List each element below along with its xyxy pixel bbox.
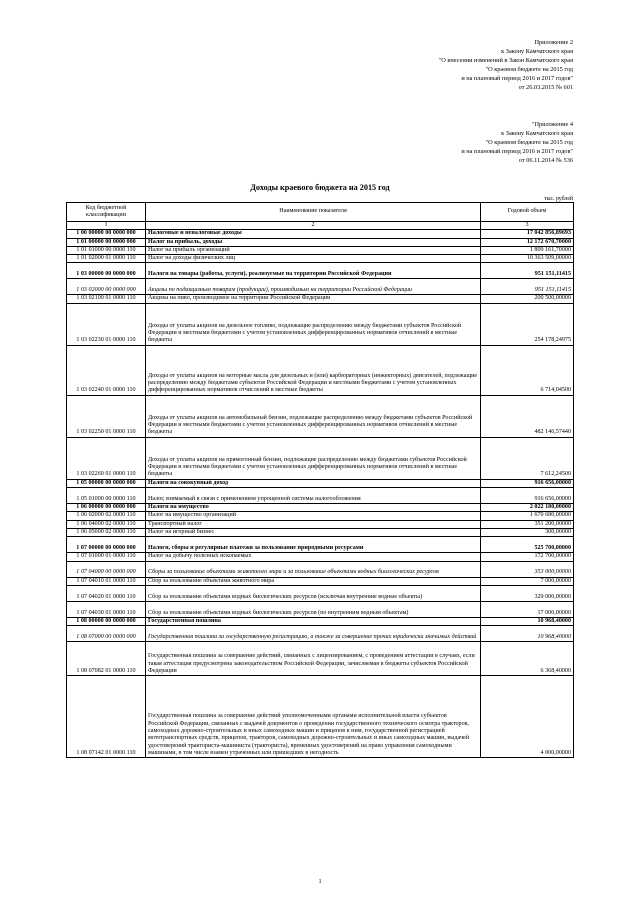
table-row — [67, 585, 574, 601]
cell-name: Налоговые и неналоговые доходы — [146, 230, 481, 238]
header-line: от 06.11.2014 № 536 — [518, 157, 573, 165]
cell-code: 1 06 05000 02 0000 110 — [67, 528, 146, 536]
cell-name: Акцизы по подакцизным товарам (продукции), производимым на территории Российской Федерации — [146, 279, 481, 295]
cell-code: 1 00 00000 00 0000 000 — [67, 230, 146, 238]
cell-name: Налог на прибыль организаций — [146, 246, 481, 254]
cell-name: Государственная пошлина — [146, 617, 481, 625]
cell-code: 1 06 04000 02 0000 110 — [67, 520, 146, 528]
units-label: тыс. рублей — [544, 196, 573, 202]
table-row — [67, 488, 574, 504]
table-row — [67, 279, 574, 295]
table-row — [67, 437, 574, 479]
table-row — [67, 246, 574, 254]
cell-amount: 951 151,11415 — [481, 263, 574, 279]
cell-code: 1 07 04010 01 0000 110 — [67, 577, 146, 585]
table-row — [67, 295, 574, 303]
header-line: "О краевом бюджете на 2015 год — [485, 66, 573, 74]
cell-name: Доходы от уплаты акцизов на прямогонный бензин, подлежащие распределению между бюджетами субъектов Российской Федерации и местными бюджетами с учетом установленных дифференцированных нормативов отчислений в местные бюджеты — [146, 437, 481, 479]
cell-name: Налог на доходы физических лиц — [146, 255, 481, 263]
cell-amount: 10 968,40000 — [481, 626, 574, 642]
cell-code: 1 07 01000 01 0000 110 — [67, 553, 146, 561]
column-header-amount: Годовой объем — [481, 203, 574, 222]
table-row — [67, 626, 574, 642]
table-row — [67, 230, 574, 238]
column-number: 1 — [67, 222, 146, 230]
cell-amount: 353 000,00000 — [481, 561, 574, 577]
cell-name: Сборы за пользование объектами животного мира и за пользование объектами водных биологических ресурсов — [146, 561, 481, 577]
header-line: Приложение 2 — [534, 39, 573, 46]
cell-amount: 7 000,00000 — [481, 577, 574, 585]
column-header-code: Код бюджетной классификации — [67, 203, 146, 222]
cell-code: 1 05 00000 00 0000 000 — [67, 479, 146, 487]
annex-header-original — [461, 120, 573, 165]
cell-amount: 2 022 180,00000 — [481, 504, 574, 512]
page-number: 1 — [318, 878, 322, 885]
cell-code: 1 08 07142 01 0000 110 — [67, 676, 146, 758]
cell-amount: 10 363 509,00000 — [481, 255, 574, 263]
table-row — [67, 520, 574, 528]
cell-code: 1 08 07000 00 0000 000 — [67, 626, 146, 642]
cell-code: 1 03 02000 00 0000 000 — [67, 279, 146, 295]
cell-code: 1 01 00000 00 0000 000 — [67, 238, 146, 246]
column-header-name: Наименование показателя — [146, 203, 481, 222]
header-line: "О краевом бюджете на 2015 год — [485, 139, 573, 147]
cell-name: Налоги на имущество — [146, 504, 481, 512]
cell-name: Налоги на товары (работы, услуги), реализуемые на территории Российской Федерации — [146, 263, 481, 279]
cell-amount: 17 000,00000 — [481, 601, 574, 617]
cell-code: 1 07 04000 00 0000 000 — [67, 561, 146, 577]
cell-amount: 916 656,00000 — [481, 479, 574, 487]
table-row — [67, 537, 574, 553]
cell-code: 1 08 00000 00 0000 000 — [67, 617, 146, 625]
table-row — [67, 561, 574, 577]
cell-amount: 525 700,00000 — [481, 537, 574, 553]
table-row — [67, 553, 574, 561]
cell-amount: 1 670 680,00000 — [481, 512, 574, 520]
table-row — [67, 528, 574, 536]
cell-name: Сбор за пользование объектами животного мира — [146, 577, 481, 585]
cell-name: Акцизы на пиво, производимое на территории Российской Федерации — [146, 295, 481, 303]
cell-amount: 200 500,00000 — [481, 295, 574, 303]
cell-code: 1 07 00000 00 0000 000 — [67, 537, 146, 553]
cell-name: Доходы от уплаты акцизов на автомобильный бензин, подлежащие распределению между бюджетами субъектов Российской Федерации и местными бюджетами с учетом установленных дифференцированных нормативов отчислений в местные бюджеты — [146, 395, 481, 437]
cell-amount: 300,00000 — [481, 528, 574, 536]
cell-amount: 4 000,00000 — [481, 676, 574, 758]
cell-name: Сбор за пользование объектами водных биологических ресурсов (по внутренним водным объектам) — [146, 601, 481, 617]
header-line: и на плановый период 2016 и 2017 годов" — [461, 75, 573, 83]
header-line: к Закону Камчатского края — [501, 130, 573, 138]
cell-name: Налог, взимаемый в связи с применением упрощенной системы налогообложения — [146, 488, 481, 504]
cell-amount: 12 172 670,70000 — [481, 238, 574, 246]
column-number: 2 — [146, 222, 481, 230]
cell-name: Налог на игорный бизнес — [146, 528, 481, 536]
cell-code: 1 03 02230 01 0000 110 — [67, 303, 146, 345]
table-row — [67, 255, 574, 263]
table-header-row — [67, 203, 574, 222]
cell-code: 1 03 02260 01 0000 110 — [67, 437, 146, 479]
cell-name: Налог на прибыль, доходы — [146, 238, 481, 246]
cell-amount: 6 714,04500 — [481, 345, 574, 395]
table-row — [67, 479, 574, 487]
table-row — [67, 601, 574, 617]
table-row — [67, 238, 574, 246]
cell-name: Налог на имущество организаций — [146, 512, 481, 520]
cell-code: 1 08 07082 01 0000 110 — [67, 642, 146, 676]
cell-amount: 916 656,00000 — [481, 488, 574, 504]
cell-name: Налоги, сборы и регулярные платежи за пользование природными ресурсами — [146, 537, 481, 553]
cell-amount: 17 042 856,89693 — [481, 230, 574, 238]
table-row — [67, 642, 574, 676]
header-line: к Закону Камчатского края — [501, 48, 573, 56]
table-row — [67, 263, 574, 279]
table-row — [67, 303, 574, 345]
header-line: от 26.03.2015 № 601 — [518, 84, 573, 92]
cell-name: Государственная пошлина за совершение действий уполномоченными органами исполнительной власти субъектов Российской Федерации, связанных с выдачей документов о проведении государственного технического осмотра тракторов, самоходных дорожно-строительных и иных самоходных машин и прицепов к ним, государственной регистрацией мототранспортных средств, прицепов, тракторов, самоходных дорожно-строительных и иных самоходных машин, выдачей удостоверений тракториста-машиниста (тракториста), временных удостоверений на право управления самоходными машинами, в том числе взамен утраченных или пришедших в негодность — [146, 676, 481, 758]
cell-name: Транспортный налог — [146, 520, 481, 528]
table-row — [67, 577, 574, 585]
annex-header-current — [439, 38, 573, 93]
cell-code: 1 01 02000 01 0000 110 — [67, 255, 146, 263]
cell-name: Доходы от уплаты акцизов на моторные масла для дизельных и (или) карбюраторных (инжекторных) двигателей, подлежащие распределению между бюджетами субъектов Российской Федерации и местными бюджетами с учетом установленных дифференцированных нормативов отчислений в местные бюджеты — [146, 345, 481, 395]
cell-amount: 6 368,40000 — [481, 642, 574, 676]
cell-amount: 172 700,00000 — [481, 553, 574, 561]
cell-amount: 1 809 161,70000 — [481, 246, 574, 254]
header-line: "Приложение 4 — [531, 121, 573, 128]
table-row — [67, 676, 574, 758]
cell-name: Сбор за пользование объектами водных биологических ресурсов (исключая внутренние водные объекты) — [146, 585, 481, 601]
cell-code: 1 03 02100 01 0000 110 — [67, 295, 146, 303]
cell-name: Государственная пошлина за государственную регистрацию, а также за совершение прочих юридически значимых действий — [146, 626, 481, 642]
cell-code: 1 03 00000 00 0000 000 — [67, 263, 146, 279]
header-line: "О внесении изменений в Закон Камчатского края — [438, 57, 573, 65]
header-line: и на плановый период 2016 и 2017 годов" — [461, 148, 573, 156]
revenue-table — [66, 202, 574, 758]
cell-amount: 254 178,24975 — [481, 303, 574, 345]
cell-name: Налоги на совокупный доход — [146, 479, 481, 487]
table-row — [67, 512, 574, 520]
cell-code: 1 07 04030 01 0000 110 — [67, 601, 146, 617]
table-row — [67, 504, 574, 512]
table-row — [67, 395, 574, 437]
cell-name: Доходы от уплаты акцизов на дизельное топливо, подлежащие распределению между бюджетами субъектов Российской Федерации и местными бюджетами с учетом установленных дифференцированных нормативов отчислений в местные бюджеты — [146, 303, 481, 345]
column-number-row — [67, 222, 574, 230]
cell-name: Государственная пошлина за совершение действий, связанных с лицензированием, с проведением аттестации в случаях, если такая аттестация предусмотрена законодательством Российской Федерации, зачисляемая в бюджеты субъектов Российской Федерации — [146, 642, 481, 676]
cell-code: 1 03 02240 01 0000 110 — [67, 345, 146, 395]
cell-code: 1 06 00000 00 0000 000 — [67, 504, 146, 512]
table-row — [67, 345, 574, 395]
cell-amount: 329 000,00000 — [481, 585, 574, 601]
cell-code: 1 06 02000 02 0000 110 — [67, 512, 146, 520]
cell-code: 1 07 04020 01 0000 110 — [67, 585, 146, 601]
cell-code: 1 01 01000 00 0000 110 — [67, 246, 146, 254]
cell-code: 1 05 01000 00 0000 110 — [67, 488, 146, 504]
cell-code: 1 03 02250 01 0000 110 — [67, 395, 146, 437]
cell-amount: 7 612,24500 — [481, 437, 574, 479]
table-row — [67, 617, 574, 625]
document-title: Доходы краевого бюджета на 2015 год — [250, 183, 390, 192]
cell-name: Налог на добычу полезных ископаемых — [146, 553, 481, 561]
column-number: 3 — [481, 222, 574, 230]
cell-amount: 351 200,00000 — [481, 520, 574, 528]
cell-amount: 951 151,11415 — [481, 279, 574, 295]
cell-amount: 482 146,57440 — [481, 395, 574, 437]
cell-amount: 10 968,40000 — [481, 617, 574, 625]
